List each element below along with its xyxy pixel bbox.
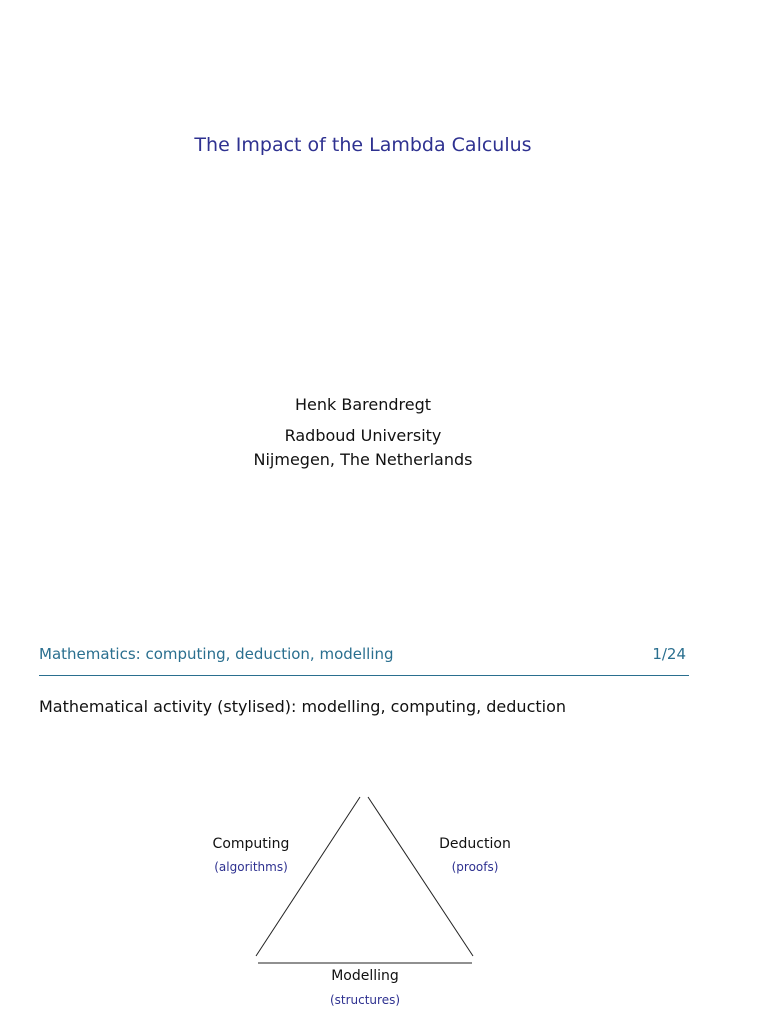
frame-title-divider: [39, 675, 689, 676]
triangle-right-edge: [368, 797, 473, 956]
author-name: Henk Barendregt: [294, 395, 431, 414]
deduction-label: Deduction: [439, 836, 511, 852]
frame-title: Mathematics: computing, deduction, modelling: [39, 645, 394, 663]
modelling-label: Modelling: [331, 968, 399, 984]
modelling-sublabel: (structures): [329, 993, 401, 1007]
deduction-sublabel: (proofs): [451, 860, 499, 874]
presentation-title: The Impact of the Lambda Calculus: [194, 134, 532, 156]
triangle-diagram: [0, 780, 768, 980]
slide-body-text: Mathematical activity (stylised): modelling, computing, deduction: [39, 697, 567, 716]
affiliation-university: Radboud University: [284, 426, 442, 445]
page-number: 1/24: [652, 645, 686, 663]
computing-label: Computing: [212, 836, 290, 852]
computing-sublabel: (algorithms): [214, 860, 288, 874]
affiliation-location: Nijmegen, The Netherlands: [253, 450, 473, 469]
triangle-left-edge: [256, 797, 360, 956]
